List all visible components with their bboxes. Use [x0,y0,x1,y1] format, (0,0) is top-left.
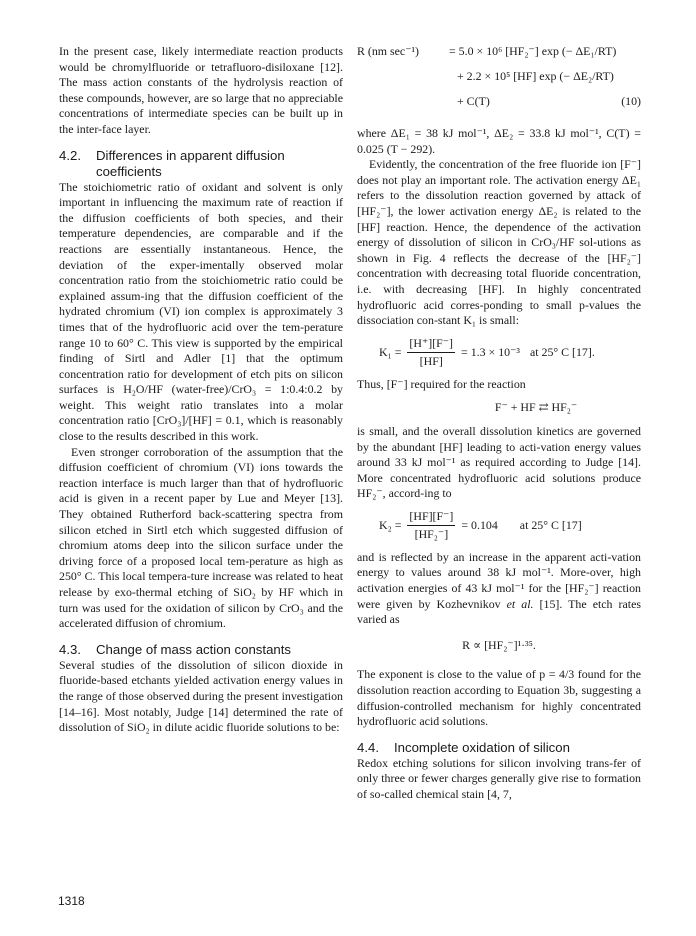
left-column [59,44,343,736]
paragraph-redox-etching: Redox etching solutions for silicon involving trans-fer of only three or fewer charges generally give rise to formation of so-called chemical stain [4, 7, [357,755,641,801]
equation-10-line3: + C(T) [457,94,490,108]
paragraph-where: where ΔE₁ = 38 kJ mol⁻¹, ΔE₂ = 33.8 kJ mol⁻¹, C(T) = 0.025 (T − 292). [357,126,641,156]
section-title: Change of mass action constants [96,641,291,657]
paragraph-dissolution-studies: Several studies of the dissolution of silicon dioxide in fluoride-based etchants yielded activation energy values in the range of those observed during the present investigation [14–16]. Most notably, Judge [14] determined the rate of dissolution of SiO₂ in dilute acidic fluoride solutions to be: [59,657,343,735]
section-number: 4.2. [59,147,81,163]
K1-lhs: K₁ = [379,344,402,359]
paragraph-intermediate-species: In the present case, likely intermediate reaction products would be chromylfluoride or tetrafluoro-disiloxane [12]. The mass action constants of the hydrolysis reaction of these compounds, however, are so large that no appreciable concentrations of intermediate species can be built up in the inter-face layer. [59,44,343,136]
section-title-line1: Differences in apparent diffusion [96,147,285,163]
K2-denominator: [HF₂⁻] [414,527,449,542]
proportionality-equation: R ∝ [HF₂⁻]¹·³⁵. [462,637,536,652]
equation-10-lhs: R (nm sec⁻¹) [357,44,420,58]
K2-condition: at 25° C [17] [519,518,582,533]
equation-10-line1: = 5.0 × 10⁶ [HF₂⁻] exp (− ΔE₁/RT) [449,44,617,58]
text-run-italic: et al. [506,596,534,611]
reaction-equation: F⁻ + HF ⇄ HF₂⁻ [494,400,578,415]
section-heading-4-3 [59,642,343,658]
section-title-line2: coefficients [96,163,162,179]
equation-10-line2: + 2.2 × 10⁵ [HF] exp (− ΔE₂/RT) [457,69,614,83]
K1-denominator: [HF] [419,354,443,369]
right-column [357,44,641,803]
page-number: 1318 [58,894,85,908]
equation-number: (10) [621,94,641,108]
K1-condition: at 25° C [17]. [529,344,595,359]
K1-numerator: [H⁺][F⁻] [407,336,455,354]
section-heading-4-2 [59,148,343,180]
paragraph-corroboration: Even stronger corroboration of the assumption that the diffusion coefficient of chromium (VI) ions towards the reaction interface is much larger than that of hydrofluoric acid is given in a recent paper by Lue and Meyer [13]. They obtained Rutherford back-scattering spectra from silicon etched in Sirtl etch which suggested diffusion of chromium atoms deep into the silicon surface under the driving force of a proposed local tem-perature as high as 250° C. This local tempera-ture increase was related to heat release by exo-thermal etching of SiO₂ by HF which in turn was used for the oxidation of silicon by CrO₃ and the accelerated diffusion of chromium. [59,444,343,631]
text-run: [15]. The etch rates varied as [357,596,641,627]
equation-K2 [357,502,641,550]
paragraph-overall-kinetics: is small, and the overall dissolution kinetics are governed by the abundant [HF] leading to acti-vation energy values around 33 kJ mol⁻¹ as required according to Judge [14]. More concentrated hydrofluoric acid solutions produce HF₂⁻, accord-ing to [357,423,641,501]
paragraph-free-fluoride: Evidently, the concentration of the free fluoride ion [F⁻] does not play an important role. The activation energy ΔE₁ refers to the dissolution reaction governed by attack of [HF₂⁻], the lower activation energy ΔE₂ is related to the [HF] reaction. Hence, the dependence of the activation energy of dissolution of silicon in CrO₃/HF sol-utions as shown in Fig. 4 reflects the decrease of the [HF₂⁻] concentration with decreasing total fluoride concentration, i.e. with decreasing [HF]. In highly concentrated hydrofluoric acid corres-ponding to small p-values the dissociation con-stant K₁ is small: [357,157,641,328]
K1-fraction [407,336,455,370]
paragraph-thus: Thus, [F⁻] required for the reaction [357,376,526,391]
paragraph-activation-energy [357,550,641,628]
section-number: 4.4. [357,739,379,755]
paragraph-stoichiometric-ratio: The stoichiometric ratio of oxidant and solvent is only important in influencing the maximum rate of reaction if the diffusion coefficients of both species, and their temperature dependencies, are comparable and if the reactions are essentially instantaneous. Hence, the deviation of the exper-imentally observed molar concentration ratio from the stoichiometric ratio could be explained assum-ing that the diffusion coefficient of the hydrated chromium (VI) ion complex is approximately 3 times that of the hydrofluoric acid over the tem-perature range 10 to 60° C. This view is supported by the empirical finding of Sirtl and Adler [1] that the optimum concentration ratio for development of etch pits on silicon surfaces is H₂O/HF (water-free)/CrO₃ = 1:0.4:0.2 by weight. This weight ratio translates into a molar concentration ratio [CrO₃]/[HF] = 0.1, which is reasonably close to the results described in this work. [59,179,343,444]
K2-lhs: K₂ = [379,518,402,533]
section-title: Incomplete oxidation of silicon [394,739,570,755]
section-number: 4.3. [59,641,81,657]
K1-value: = 1.3 × 10⁻³ [461,344,520,359]
text-run: and is reflected by an increase in the apparent acti-vation energy to values around 38 kJ mol⁻¹. More-over, high activation energies of 43 kJ mol⁻¹ for the [HF₂⁻] reaction were given by Kozhevnikov [357,549,641,611]
K2-fraction [407,509,455,543]
equation-K1 [357,329,641,377]
section-heading-4-4 [357,740,641,756]
equation-10 [357,44,641,122]
K2-value: = 0.104 [461,518,498,533]
paragraph-exponent: The exponent is close to the value of p = 4/3 found for the dissolution reaction according to Equation 3b, suggesting a diffusion-controlled mechanism for highly concentrated hydrofluoric acid solutions. [357,667,641,729]
K2-numerator: [HF][F⁻] [407,509,455,527]
